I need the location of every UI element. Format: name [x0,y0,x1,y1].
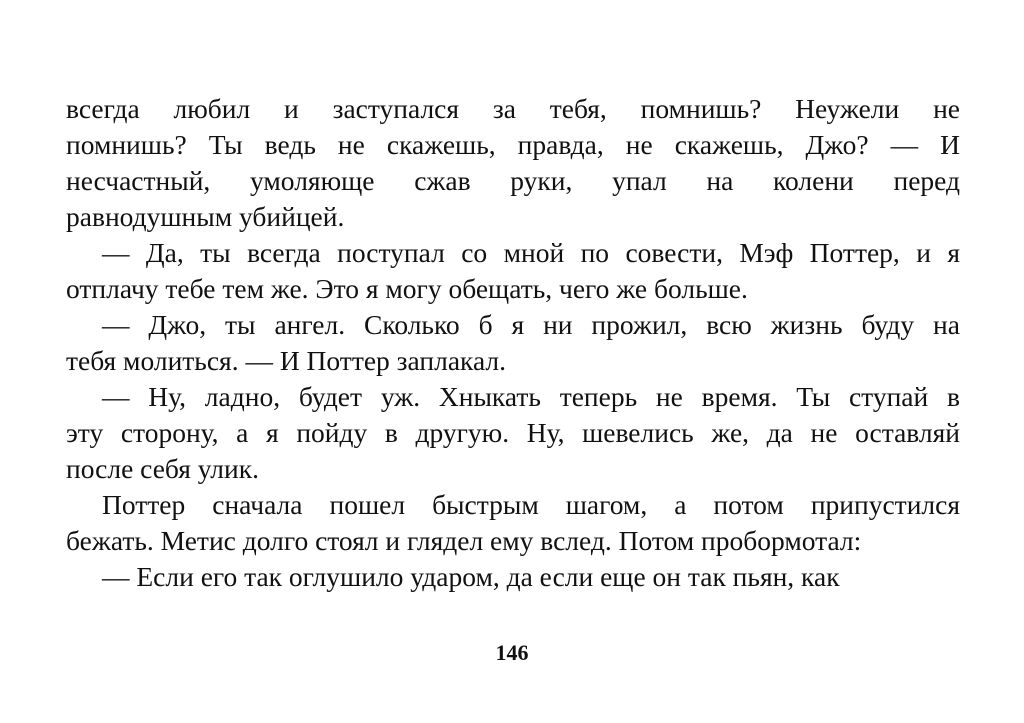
text-line: эту сторону, а я пойду в другую. Ну, шевелись же, да не оставляй [66,417,960,448]
dialogue-line: — Джо, ты ангел. Сколько б я ни прожил, всю жизнь буду на [102,309,960,340]
page-number: 146 [495,640,529,665]
text-line: равнодушным убийцей. [66,201,345,232]
text-line: тебя молиться. — И Поттер заплакал. [66,345,507,376]
dialogue-line: — Если его так оглушило ударом, да если еще он так пьян, как [102,561,840,592]
text-line: бежать. Метис долго стоял и глядел ему вслед. Потом пробормотал: [66,525,862,556]
text-line: отплачу тебе тем же. Это я могу обещать, чего же больше. [66,273,748,304]
paragraph-first-line: Поттер сначала пошел быстрым шагом, а потом припустился [102,489,960,520]
dialogue-line: — Да, ты всегда поступал со мной по совести, Мэф Поттер, и я [102,237,960,268]
text-line: всегда любил и заступался за тебя, помнишь? Неужели не [66,93,960,124]
dialogue-line: — Ну, ладно, будет уж. Хныкать теперь не время. Ты ступай в [102,381,960,412]
text-line: несчастный, умоляюще сжав руки, упал на колени перед [66,165,960,196]
text-line: после себя улик. [66,453,259,484]
text-line: помнишь? Ты ведь не скажешь, правда, не скажешь, Джо? — И [66,129,960,160]
